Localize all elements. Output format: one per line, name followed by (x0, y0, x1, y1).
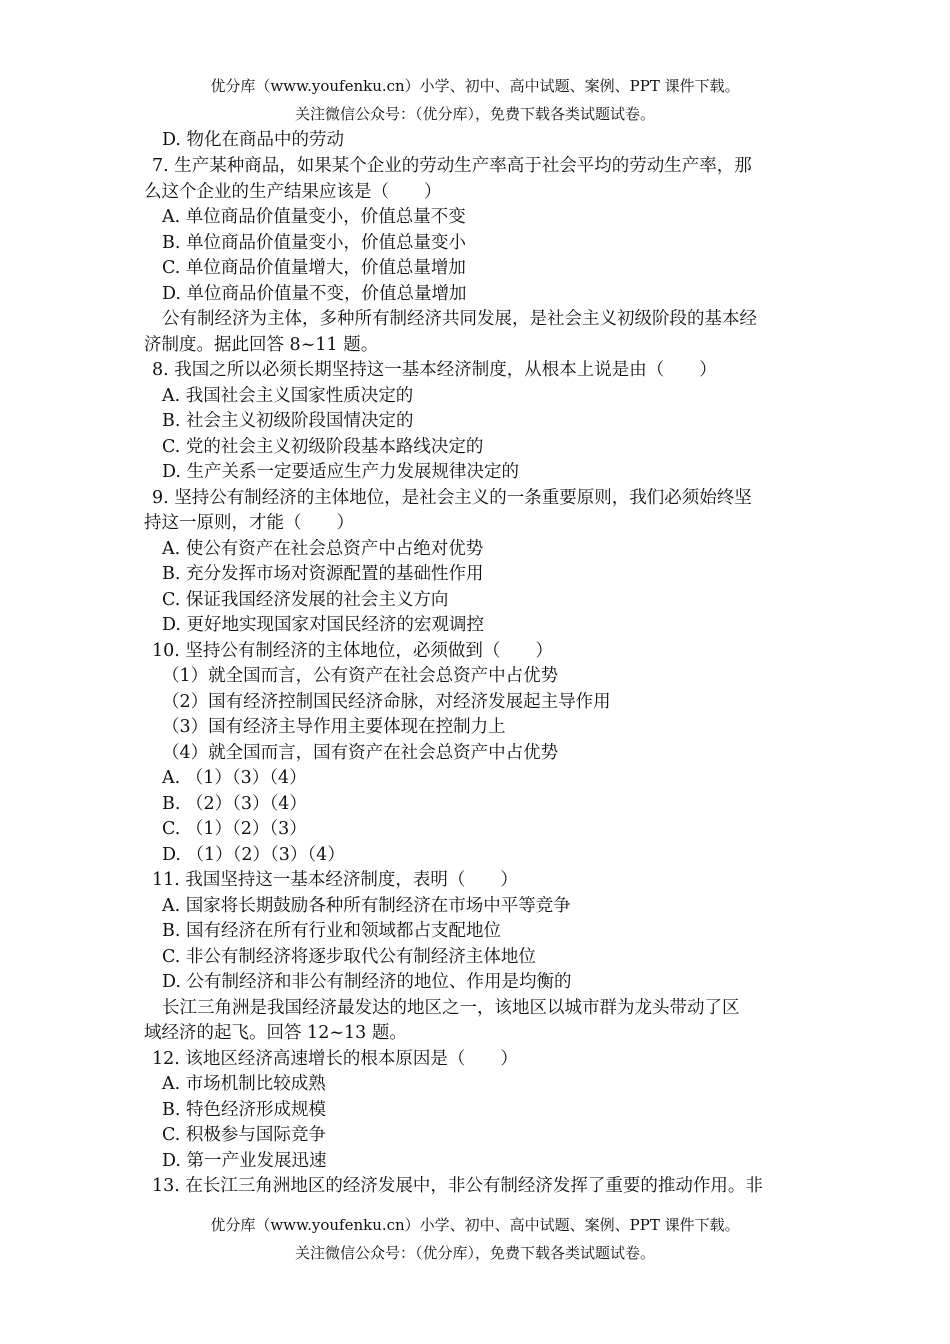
q12-option-a: A. 市场机制比较成熟 (162, 1074, 326, 1094)
q8-stem: 8. 我国之所以必须长期坚持这一基本经济制度，从根本上说是由（ ） (152, 360, 717, 380)
q12-stem: 12. 该地区经济高速增长的根本原因是（ ） (152, 1049, 518, 1069)
q7-option-d: D. 单位商品价值量不变，价值总量增加 (162, 284, 467, 304)
q9-option-d: D. 更好地实现国家对国民经济的宏观调控 (162, 615, 485, 635)
q9-option-b: B. 充分发挥市场对资源配置的基础性作用 (162, 564, 484, 584)
q12-option-b: B. 特色经济形成规模 (162, 1100, 326, 1120)
q13-stem: 13. 在长江三角洲地区的经济发展中，非公有制经济发挥了重要的推动作用。非 (152, 1176, 763, 1196)
header-line-1: 优分库（www.youfenku.cn）小学、初中、高中试题、案例、PPT 课件下载。 (210, 77, 740, 95)
q12-option-d: D. 第一产业发展迅速 (162, 1151, 327, 1171)
q11-stem: 11. 我国坚持这一基本经济制度，表明（ ） (152, 870, 518, 890)
q10-statement-2: （2）国有经济控制国民经济命脉，对经济发展起主导作用 (162, 692, 611, 712)
q8-option-a: A. 我国社会主义国家性质决定的 (162, 386, 414, 406)
q7-stem-cont: 么这个企业的生产结果应该是（ ） (144, 182, 442, 202)
footer-line-2: 关注微信公众号：（优分库），免费下载各类试题试卷。 (294, 1244, 655, 1262)
header-line-2: 关注微信公众号：（优分库），免费下载各类试题试卷。 (294, 105, 655, 123)
q10-option-d: D. （1）（2）（3）（4） (162, 845, 345, 865)
q12-option-c: C. 积极参与国际竞争 (162, 1125, 326, 1145)
q10-option-b: B. （2）（3）（4） (162, 794, 307, 814)
q9-option-c: C. 保证我国经济发展的社会主义方向 (162, 590, 449, 610)
intro-paragraph-1-cont: 济制度。据此回答 8~11 题。 (144, 335, 379, 355)
intro-paragraph-2-cont: 域经济的起飞。回答 12~13 题。 (144, 1023, 407, 1043)
q10-statement-1: （1）就全国而言，公有资产在社会总资产中占优势 (162, 666, 559, 686)
q6-option-d: D. 物化在商品中的劳动 (162, 130, 345, 150)
footer-line-1: 优分库（www.youfenku.cn）小学、初中、高中试题、案例、PPT 课件下载。 (210, 1216, 740, 1234)
q11-option-b: B. 国有经济在所有行业和领域都占支配地位 (162, 921, 501, 941)
intro-paragraph-1: 公有制经济为主体，多种所有制经济共同发展，是社会主义初级阶段的基本经 (162, 309, 757, 329)
intro-paragraph-2: 长江三角洲是我国经济最发达的地区之一，该地区以城市群为龙头带动了区 (162, 998, 740, 1018)
q11-option-c: C. 非公有制经济将逐步取代公有制经济主体地位 (162, 947, 536, 967)
q9-stem: 9. 坚持公有制经济的主体地位，是社会主义的一条重要原则，我们必须始终坚 (152, 488, 752, 508)
q10-statement-3: （3）国有经济主导作用主要体现在控制力上 (162, 717, 506, 737)
q9-stem-cont: 持这一原则，才能（ ） (144, 513, 354, 533)
q9-option-a: A. 使公有资产在社会总资产中占绝对优势 (162, 539, 484, 559)
q10-stem: 10. 坚持公有制经济的主体地位，必须做到（ ） (152, 641, 553, 661)
q10-statement-4: （4）就全国而言，国有资产在社会总资产中占优势 (162, 743, 559, 763)
q11-option-a: A. 国家将长期鼓励各种所有制经济在市场中平等竞争 (162, 896, 571, 916)
q8-option-b: B. 社会主义初级阶段国情决定的 (162, 411, 414, 431)
q7-option-b: B. 单位商品价值量变小，价值总量变小 (162, 233, 466, 253)
q10-option-a: A. （1）（3）（4） (162, 768, 307, 788)
q7-option-c: C. 单位商品价值量增大，价值总量增加 (162, 258, 466, 278)
q8-option-c: C. 党的社会主义初级阶段基本路线决定的 (162, 437, 484, 457)
q7-option-a: A. 单位商品价值量变小，价值总量不变 (162, 207, 466, 227)
q7-stem: 7. 生产某种商品，如果某个企业的劳动生产率高于社会平均的劳动生产率，那 (152, 156, 752, 176)
q8-option-d: D. 生产关系一定要适应生产力发展规律决定的 (162, 462, 520, 482)
q10-option-c: C. （1）（2）（3） (162, 819, 307, 839)
q11-option-d: D. 公有制经济和非公有制经济的地位、作用是均衡的 (162, 972, 572, 992)
